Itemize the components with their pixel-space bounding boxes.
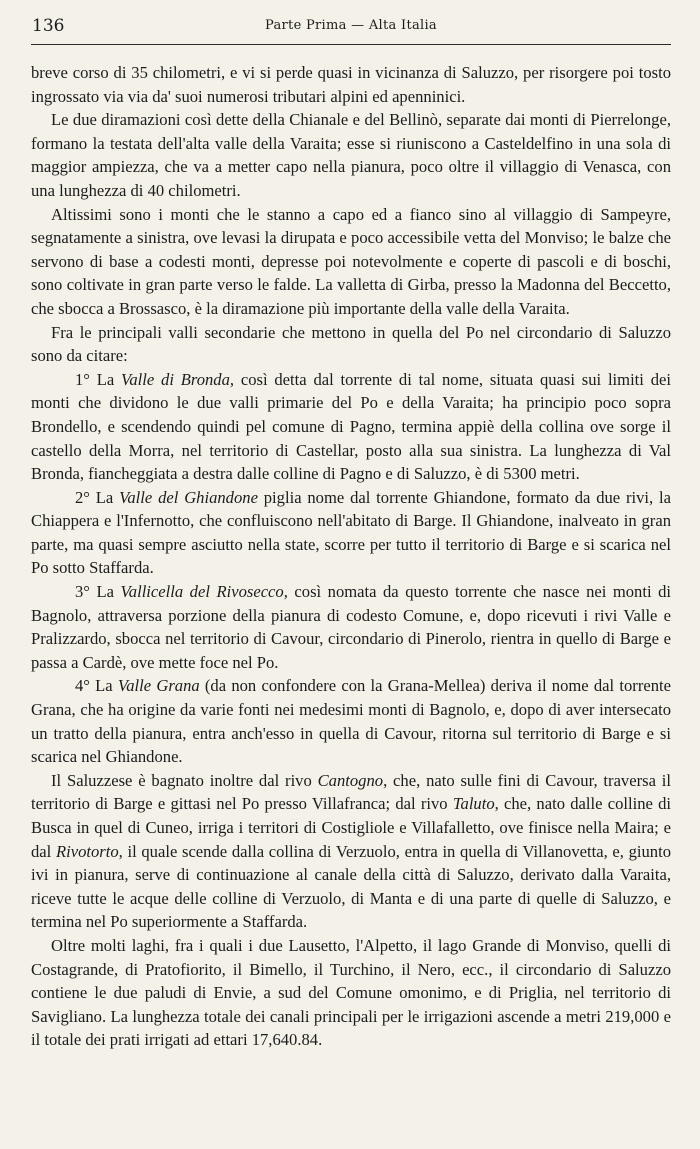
paragraph-text: , il quale scende dalla collina di Verzuolo, entra in quella di Villanovetta, e, giunto ivi in pianura, serve di continuazione al canale della città di Saluzzo, derivato dalla Varaita, riceve tutte le acque delle colline di Verzuolo, di Manta e di una parte di quelle di Saluzzo, e termina nel Po superiormente a Staffarda.: [31, 841, 671, 932]
paragraph-text: Le due diramazioni così dette della Chianale e del Bellinò, separate dai monti di Pierrelonge, formano la testata dell'alta valle della Varaita; esse si riuniscono a Casteldelfino in una sola di maggior ampiezza, che va a metter capo nella pianura, poco oltre il villaggio di Venasca, con una lunghezza di 40 chilometri.: [31, 110, 671, 200]
paragraph-text: Fra le principali valli secondarie che mettono in quella del Po nel circondario di Saluzzo sono da citare:: [31, 322, 671, 366]
paragraph-text: piglia nome dal torrente Ghiandone, formato da due rivi, la Chiappera e l'Infernotto, che confluiscono nell'abitato di Barge. Il Ghiandone, inalveato in gran parte, ma quasi sempre asciutto nella state, scorre per tutto il territorio di Barge e si scarica nel Po sotto Staffarda.: [31, 487, 671, 578]
valley-name: Vallicella del Rivosecco: [120, 582, 284, 602]
stream-name: Rivotorto: [55, 841, 119, 861]
list-item-ghiandone: [31, 486, 671, 580]
paragraph-text: Altissimi sono i monti che le stanno a capo ed a fianco sino al villaggio di Sampeyre, segnatamente a sinistra, ove levasi la dirupata e poco accessibile vetta del Monviso; le balze che servono di base a codesti monti, depresse poi notevolmente e coperte di pascoli e di boschi, sono coltivate in gran parte verso le falde. La valletta di Girba, presso la Madonna del Beccetto, che sbocca a Brossasco, è la diramazione più importante della valle della Varaita.: [31, 204, 671, 318]
paragraph-text: , che, nato sulle fini di Cavour, traversa il territorio di Barge e gittasi nel Po presso Villafranca; dal rivo: [31, 770, 671, 814]
paragraph: [31, 769, 671, 934]
book-page: [31, 14, 671, 1052]
list-number: 1° La: [75, 369, 122, 389]
paragraph-text: (da non confondere con la Grana-Mellea) deriva il nome dal torrente Grana, che ha origine da varie fonti nei medesimi monti di Bagnolo, e, dopo di aver intersecato un tratto della pianura, entra anch'esso in quella di Cavour, ritorna sul territorio di Barge e si scarica nel Ghiandone.: [31, 676, 671, 767]
paragraph-text: , che, nato dalle colline di Busca in quel di Cuneo, irriga i territori di Costigliole e Villafalletto, ove finisce nella Maira; e dal: [31, 794, 671, 861]
valley-name: Valle di Bronda: [121, 369, 230, 389]
list-item-rivosecco: [31, 580, 671, 674]
paragraph: [31, 321, 671, 368]
list-item-grana: [31, 674, 671, 768]
page-number: 136: [32, 16, 65, 36]
paragraph: [31, 203, 671, 321]
list-item-bronda: [31, 368, 671, 486]
paragraph: [31, 108, 671, 202]
header-rule: [31, 44, 671, 45]
paragraph-text: breve corso di 35 chilometri, e vi si perde quasi in vicinanza di Saluzzo, per risorgere poi tosto ingrossato via via da' suoi numerosi tributari alpini ed apenninici.: [31, 63, 671, 106]
valley-name: Valle Grana: [117, 676, 200, 696]
paragraph-text: , così detta dal torrente di tal nome, situata quasi sui limiti dei monti che dividono le due valli primarie del Po e della Varaita; ha principio poco sopra Brondello, e scendendo quindi pel comune di Pagno, termina appiè della collina ove sorge il castello della Morra, nel territorio di Castellar, posto alla sua sinistra. La lunghezza di Val Bronda, fiancheggiata a destra dalle colline di Pagno e di Saluzzo, è di 5300 metri.: [31, 369, 671, 484]
header-title: Parte Prima — Alta Italia: [265, 18, 437, 33]
paragraph-text: Il Saluzzese è bagnato inoltre dal rivo: [51, 770, 318, 790]
paragraph-text: , così nomata da questo torrente che nasce nei monti di Bagnolo, attraversa porzione della pianura di codesto Comune, e, dopo ricevuti i rivi Valle e Pralizzardo, sbocca nel territorio di Cavour, circondario di Pinerolo, rientra in quello di Barge e passa a Cardè, ove mette foce nel Po.: [31, 582, 672, 672]
running-head: [31, 14, 671, 40]
list-number: 2° La: [75, 487, 120, 507]
stream-name: Cantogno: [317, 770, 384, 790]
paragraph: [31, 934, 671, 1052]
list-number: 4° La: [75, 676, 118, 696]
valley-name: Valle del Ghiandone: [119, 487, 258, 507]
body-text: [31, 61, 671, 1052]
paragraph-text: Oltre molti laghi, fra i quali i due Lausetto, l'Alpetto, il lago Grande di Monviso, quelli di Costagrande, di Pratofiorito, il Bimello, il Turchino, il Nero, ecc., il circondario di Saluzzo contiene le due paludi di Envie, a sud del Comune omonimo, e di Priglia, nel territorio di Savigliano. La lunghezza totale dei canali principali per le irrigazioni ascende a metri 219,000 e il totale dei prati irrigati ad ettari 17,640.84.: [31, 935, 671, 1050]
stream-name: Taluto: [452, 794, 495, 814]
list-number: 3° La: [75, 582, 121, 602]
paragraph: [31, 61, 671, 108]
